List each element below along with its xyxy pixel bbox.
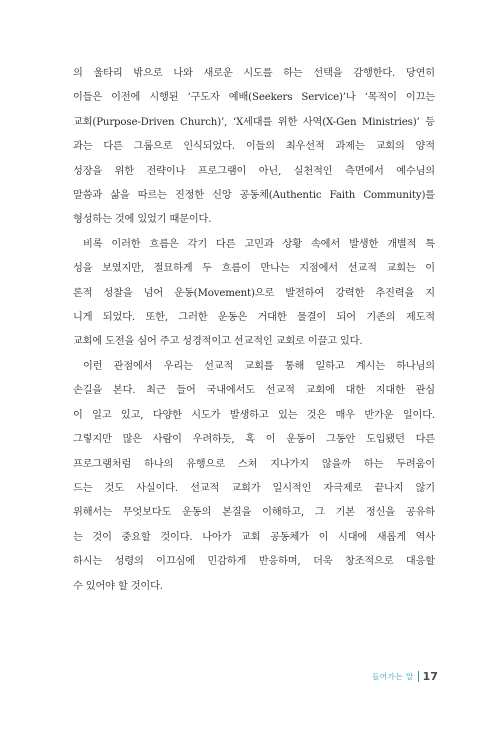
paragraph-2: [73, 233, 435, 355]
text-line: 그렇지만 많은 사람이 우려하듯, 혹 이 운동이 그동안 도입됐던 다른: [73, 434, 435, 446]
body-text: [73, 62, 435, 599]
page-number: 17: [422, 670, 438, 683]
text-line: 니게 되었다. 또한, 그러한 운동은 거대한 물결이 되어 기존의 제도적: [73, 312, 435, 324]
text-line: 이들은 이전에 시행된 ‘구도자 예배(Seekers Service)’나 ‘목적이 이끄는: [73, 92, 435, 104]
paragraph-1: [73, 62, 435, 233]
paragraph-3: [73, 355, 435, 599]
text-line: 이 일고 있고, 다양한 시도가 발생하고 있는 것은 매우 반가운 일이다.: [73, 409, 435, 421]
text-line: 비록 이러한 흐름은 각기 다른 고민과 상황 속에서 발생한 개별적 특: [83, 238, 435, 250]
text-line: 형성하는 것에 있었기 때문이다.: [73, 214, 212, 226]
text-line: 드는 것도 사실이다. 선교적 교회가 일시적인 자극제로 끝나지 않기: [73, 482, 435, 494]
text-line: 성장을 위한 전략이나 프로그램이 아닌, 실천적인 측면에서 예수님의: [73, 165, 435, 177]
text-line: 이런 관점에서 우리는 선교적 교회를 통해 일하고 계시는 하나님의: [83, 360, 435, 372]
page-footer: [372, 670, 438, 683]
running-title: 들어가는 말: [372, 672, 414, 681]
text-line: 프로그램처럼 하나의 유행으로 스쳐 지나가지 않을까 하는 두려움이: [73, 458, 435, 470]
text-line: 말씀과 삶을 따르는 진정한 신앙 공동체(Authentic Faith Community)를: [73, 190, 435, 202]
text-line: 손길을 본다. 최근 들어 국내에서도 선교적 교회에 대한 지대한 관심: [73, 385, 435, 397]
text-line: 론적 성찰을 넘어 운동(Movement)으로 발전하여 강력한 추진력을 지: [73, 287, 435, 299]
text-line: 교회에 도전을 심어 주고 성경적이고 선교적인 교회로 이끌고 있다.: [73, 336, 363, 348]
text-line: 위해서는 무엇보다도 운동의 본질을 이해하고, 그 기본 정신을 공유하: [73, 507, 435, 519]
text-line: 수 있어야 할 것이다.: [73, 580, 163, 592]
text-line: 성을 보였지만, 절묘하게 두 흐름이 만나는 지점에서 선교적 교회는 이: [73, 263, 435, 275]
text-line: 하시는 성령의 이끄심에 민감하게 반응하며, 더욱 창조적으로 대응할: [73, 556, 435, 568]
text-line: 는 것이 중요할 것이다. 나아가 교회 공동체가 이 시대에 새롭게 역사: [73, 531, 435, 543]
text-line: 의 울타리 밖으로 나와 새로운 시도를 하는 선택을 감행한다. 당연히: [73, 68, 435, 79]
text-line: 교회(Purpose-Driven Church)’, ‘X세대를 위한 사역(X-Gen Ministries)’ 등: [73, 116, 435, 128]
footer-divider: [418, 671, 419, 682]
text-line: 과는 다른 그룹으로 인식되었다. 이들의 최우선적 과제는 교회의 양적: [73, 141, 435, 153]
